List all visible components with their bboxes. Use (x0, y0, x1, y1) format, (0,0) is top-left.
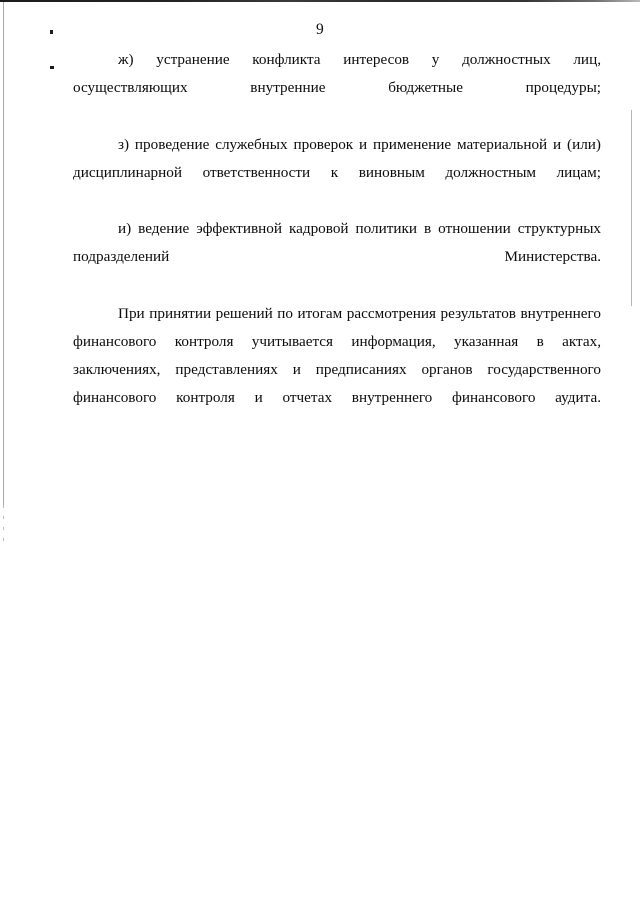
paragraph-item-i: и) ведение эффективной кадровой политики в отношении структурных подразделений Министерства. (73, 220, 601, 266)
document-text-block (73, 46, 601, 441)
scan-left-edge-dashes (3, 505, 4, 547)
scan-top-border (0, 0, 640, 2)
paragraph-item-zh: ж) устранение конфликта интересов у должностных лиц, осуществляющих внутренние бюджетные процедуры; (73, 51, 601, 97)
scan-right-edge-line (631, 110, 632, 306)
page-number: 9 (316, 21, 324, 38)
scan-left-edge-line (3, 2, 4, 505)
scan-speck-lower (50, 66, 54, 69)
paragraph-item-z: з) проведение служебных проверок и применение материальной и (или) дисциплинарной ответственности к виновным должностным лицам; (73, 135, 601, 181)
paragraph-closing: При принятии решений по итогам рассмотрения результатов внутреннего финансового контроля учитывается информация, указанная в актах, заключениях, представлениях и предписаниях органов государственного финансового контроля и отчетах внутреннего финансового аудита. (73, 304, 601, 407)
